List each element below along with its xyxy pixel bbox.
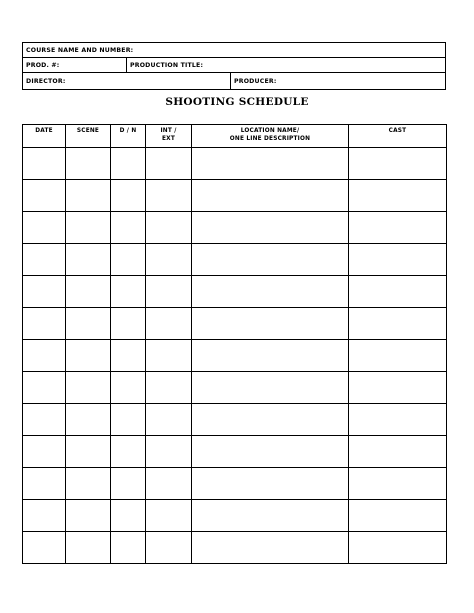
column-header-day-night: D / N (111, 125, 146, 148)
production-row (23, 58, 445, 73)
shooting-schedule-table (22, 124, 447, 564)
table-row (23, 340, 447, 372)
cell-day-night[interactable] (111, 436, 146, 468)
prod-number-field[interactable] (23, 58, 126, 72)
cell-int-ext[interactable] (146, 340, 192, 372)
course-name-label: COURSE NAME AND NUMBER: (26, 47, 134, 54)
cell-int-ext[interactable] (146, 212, 192, 244)
cell-day-night[interactable] (111, 212, 146, 244)
cell-cast[interactable] (349, 500, 447, 532)
cell-cast[interactable] (349, 212, 447, 244)
cell-cast[interactable] (349, 340, 447, 372)
cell-scene[interactable] (66, 244, 111, 276)
cell-int-ext[interactable] (146, 468, 192, 500)
table-row (23, 244, 447, 276)
cell-location[interactable] (192, 468, 349, 500)
cell-scene[interactable] (66, 148, 111, 180)
cell-cast[interactable] (349, 404, 447, 436)
cell-location[interactable] (192, 148, 349, 180)
cell-date[interactable] (23, 308, 66, 340)
cell-cast[interactable] (349, 532, 447, 564)
cell-location[interactable] (192, 436, 349, 468)
cell-location[interactable] (192, 180, 349, 212)
cell-scene[interactable] (66, 276, 111, 308)
table-row (23, 468, 447, 500)
cell-day-night[interactable] (111, 276, 146, 308)
cell-day-night[interactable] (111, 148, 146, 180)
cell-date[interactable] (23, 532, 66, 564)
cell-day-night[interactable] (111, 372, 146, 404)
cell-scene[interactable] (66, 180, 111, 212)
producer-field[interactable] (230, 73, 447, 90)
cell-int-ext[interactable] (146, 436, 192, 468)
cell-int-ext[interactable] (146, 404, 192, 436)
cell-location[interactable] (192, 532, 349, 564)
cell-date[interactable] (23, 500, 66, 532)
table-row (23, 276, 447, 308)
cell-cast[interactable] (349, 308, 447, 340)
page-title: SHOOTING SCHEDULE (165, 96, 309, 108)
table-row (23, 212, 447, 244)
cell-location[interactable] (192, 244, 349, 276)
cell-scene[interactable] (66, 212, 111, 244)
director-field[interactable] (23, 73, 230, 90)
cell-int-ext[interactable] (146, 148, 192, 180)
cell-day-night[interactable] (111, 468, 146, 500)
cell-cast[interactable] (349, 468, 447, 500)
cell-date[interactable] (23, 372, 66, 404)
cell-date[interactable] (23, 340, 66, 372)
table-row (23, 532, 447, 564)
cell-date[interactable] (23, 468, 66, 500)
cell-location[interactable] (192, 404, 349, 436)
cell-day-night[interactable] (111, 404, 146, 436)
cell-int-ext[interactable] (146, 500, 192, 532)
cell-day-night[interactable] (111, 532, 146, 564)
cell-day-night[interactable] (111, 500, 146, 532)
director-label: DIRECTOR: (26, 78, 66, 85)
cell-location[interactable] (192, 340, 349, 372)
cell-int-ext[interactable] (146, 180, 192, 212)
cell-scene[interactable] (66, 532, 111, 564)
table-row (23, 436, 447, 468)
cell-date[interactable] (23, 148, 66, 180)
cell-day-night[interactable] (111, 308, 146, 340)
cell-day-night[interactable] (111, 244, 146, 276)
cell-scene[interactable] (66, 468, 111, 500)
cell-date[interactable] (23, 436, 66, 468)
cell-cast[interactable] (349, 244, 447, 276)
cell-cast[interactable] (349, 372, 447, 404)
table-header-row (23, 125, 447, 148)
column-header-scene: SCENE (66, 125, 111, 148)
table-row (23, 404, 447, 436)
cell-date[interactable] (23, 180, 66, 212)
cell-cast[interactable] (349, 276, 447, 308)
header-info-box (22, 42, 446, 90)
cell-cast[interactable] (349, 436, 447, 468)
course-name-field[interactable] (23, 43, 445, 57)
cell-scene[interactable] (66, 436, 111, 468)
column-header-cast: CAST (349, 125, 447, 148)
cell-date[interactable] (23, 244, 66, 276)
cell-cast[interactable] (349, 148, 447, 180)
cell-scene[interactable] (66, 308, 111, 340)
cell-scene[interactable] (66, 500, 111, 532)
column-header-int-ext: INT / EXT (146, 125, 192, 148)
course-row (23, 43, 445, 58)
table-row (23, 148, 447, 180)
cell-day-night[interactable] (111, 180, 146, 212)
table-row (23, 308, 447, 340)
cell-int-ext[interactable] (146, 532, 192, 564)
crew-row (23, 73, 445, 90)
cell-cast[interactable] (349, 180, 447, 212)
cell-day-night[interactable] (111, 340, 146, 372)
production-title-field[interactable] (126, 58, 447, 72)
column-header-date: DATE (23, 125, 66, 148)
cell-int-ext[interactable] (146, 276, 192, 308)
cell-int-ext[interactable] (146, 372, 192, 404)
cell-scene[interactable] (66, 340, 111, 372)
cell-scene[interactable] (66, 372, 111, 404)
producer-label: PRODUCER: (234, 78, 277, 85)
schedule-body (23, 148, 447, 564)
cell-location[interactable] (192, 212, 349, 244)
column-header-location: LOCATION NAME/ ONE LINE DESCRIPTION (192, 125, 349, 148)
cell-date[interactable] (23, 276, 66, 308)
cell-location[interactable] (192, 500, 349, 532)
table-row (23, 372, 447, 404)
cell-int-ext[interactable] (146, 308, 192, 340)
cell-location[interactable] (192, 308, 349, 340)
table-row (23, 500, 447, 532)
cell-date[interactable] (23, 212, 66, 244)
cell-location[interactable] (192, 372, 349, 404)
prod-number-label: PROD. #: (26, 62, 60, 69)
cell-location[interactable] (192, 276, 349, 308)
cell-scene[interactable] (66, 404, 111, 436)
production-title-label: PRODUCTION TITLE: (130, 62, 204, 69)
cell-date[interactable] (23, 404, 66, 436)
table-row (23, 180, 447, 212)
cell-int-ext[interactable] (146, 244, 192, 276)
